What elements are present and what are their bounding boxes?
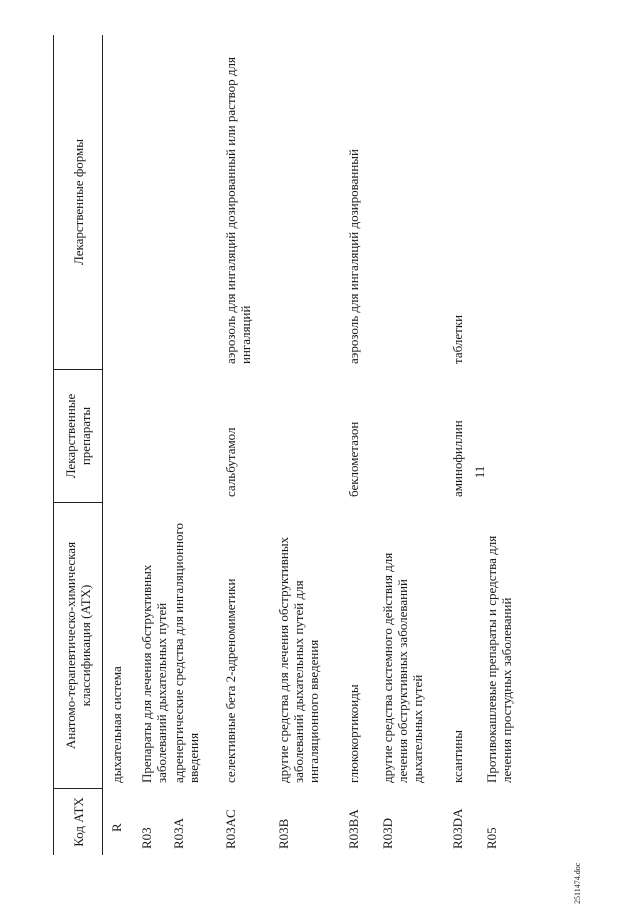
atc-code: R03AC (223, 809, 238, 849)
table-row (171, 35, 223, 855)
atc-code: R03B (276, 818, 291, 849)
footer-filename: 2511474.doc (573, 862, 582, 904)
atc-classification: другие средства для лечения обструктивных заболеваний дыхательных путей для ингаляционного введения (276, 536, 321, 783)
header-classification: Анатомо-терапевтическо-химическая классификация (АТХ) (54, 503, 102, 789)
atc-classification: Противокашлевые препараты и средства для лечения простудных заболеваний (484, 535, 514, 783)
dosage-form: аэрозоль для ингаляций дозированный (346, 148, 361, 364)
dosage-form: таблетки (450, 314, 465, 364)
table-row (276, 35, 346, 855)
drug-name (380, 370, 450, 503)
table-body (109, 35, 534, 855)
table-row (139, 35, 171, 855)
atc-classification: Препараты для лечения обструктивных заболеваний дыхательных путей (139, 564, 169, 783)
atc-code: R05 (484, 827, 499, 849)
dosage-form: аэрозоль для ингаляций дозированный или раствор для ингаляций (223, 56, 253, 364)
drug-name (171, 370, 223, 503)
table-row (484, 35, 534, 855)
dosage-form (139, 35, 171, 370)
dosage-form (109, 35, 139, 370)
drug-name (484, 370, 534, 503)
header-forms: Лекарственные формы (54, 35, 102, 370)
table-row (223, 35, 276, 855)
header-drugs: Лекарственные препараты (54, 370, 102, 503)
atc-classification: другие средства системного действия для лечения обструктивных заболеваний дыхательных путей (380, 552, 425, 783)
page-number: 11 (472, 465, 487, 479)
table-row (450, 35, 484, 855)
atc-classification: селективные бета 2-адреномиметики (223, 578, 238, 783)
table-header (53, 35, 103, 855)
drug-name (276, 370, 346, 503)
atc-table (53, 35, 613, 855)
header-code: Код АТХ (70, 797, 86, 847)
drug-name: аминофиллин (450, 420, 465, 497)
atc-classification: ксантины (450, 730, 465, 783)
dosage-form (484, 35, 534, 370)
dosage-form (380, 35, 450, 370)
table-row (109, 35, 139, 855)
atc-classification: дыхательная система (109, 666, 124, 783)
atc-code: R03D (380, 817, 395, 849)
drug-name (109, 370, 139, 503)
drug-name: сальбутамол (223, 427, 238, 497)
atc-code: R (109, 823, 124, 832)
atc-classification: адренергические средства для ингаляционного введения (171, 522, 201, 783)
atc-code: R03A (171, 817, 186, 849)
atc-classification: глюкокортикоиды (346, 684, 361, 783)
drug-name (139, 370, 171, 503)
table-row (380, 35, 450, 855)
atc-code: R03 (139, 827, 154, 849)
table-row (346, 35, 380, 855)
dosage-form (276, 35, 346, 370)
drug-name: беклометазон (346, 421, 361, 497)
dosage-form (171, 35, 223, 370)
atc-code: R03DA (450, 808, 465, 849)
atc-code: R03BA (346, 809, 361, 849)
